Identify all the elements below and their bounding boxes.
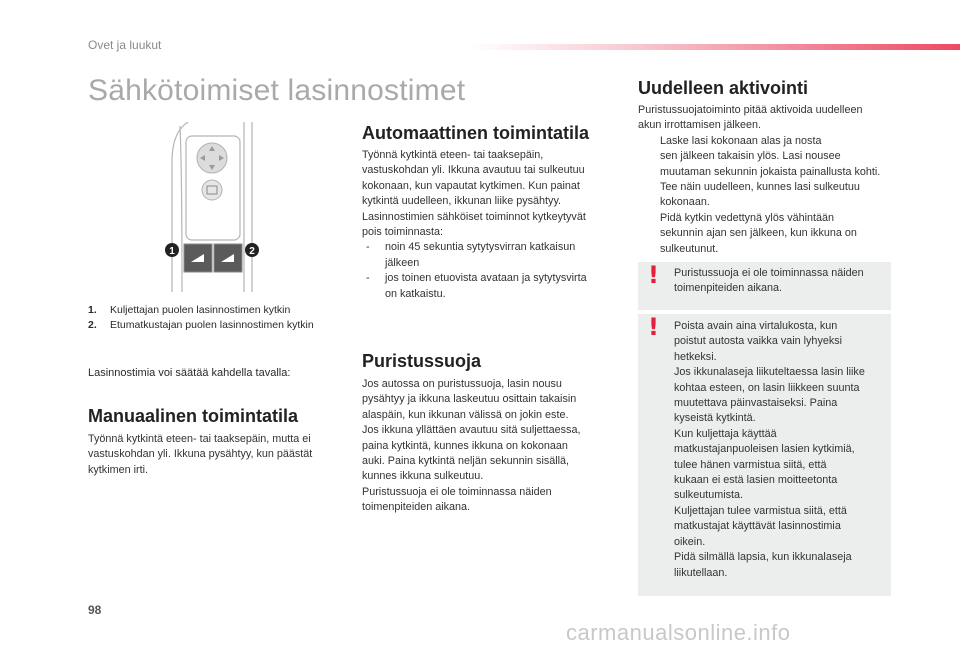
auto-mode-heading: Automaattinen toimintatila — [362, 123, 590, 143]
auto-list-item-1: - noin 45 sekuntia sytytysvirran katkaisun jälkeen — [366, 241, 576, 269]
pointer-icon — [638, 134, 660, 180]
reactivation-step-2: Tee näin uudelleen, kunnes lasi sulkeutuu kokonaan. — [638, 180, 894, 211]
svg-text:2: 2 — [249, 246, 255, 257]
watermark: carmanualsonline.info — [566, 620, 791, 645]
pointer-icon — [638, 211, 660, 257]
intro-text: Lasinnostimia voi säätää kahdella tavalla: — [88, 367, 291, 379]
header-accent-bar — [470, 44, 960, 50]
warning-icon: ! — [648, 261, 659, 289]
pointer-icon — [638, 180, 660, 211]
reactivation-text: Puristussuojatoiminto pitää aktivoida uudelleen akun irrottamisen jälkeen. Laske lasi kokonaan alas ja nosta sen jälkeen takaisin ylös. Lasi nousee muutaman sekunnin jokaista painallusta kohti. Tee näin uudelleen, kunnes lasi sulkeutuu kokonaan. Pidä kytkin vedettynä ylös vähintään sekunnin ajan sen jälkeen, kun ikkuna on sulkeutunut. — [638, 103, 894, 257]
reactivation-step-3: Pidä kytkin vedettynä ylös vähintään sekunnin ajan sen jälkeen, kun ikkuna on sulkeutunut. — [638, 211, 894, 257]
warning-box-2: ! Poista avain aina virtalukosta, kun poistut autosta vaikka vain lyhyeksi hetkeksi. Jos ikkunalaseja liikuteltaessa lasin liike kohtaa esteen, on lasin liikkeen suunta muutettava päinvastaiseksi. Paina kyseistä kytkintä. Kun kuljettaja käyttää matkustajanpuoleisen lasien kytkimiä, tulee hänen varmistua siitä, että kukaan ei estä lasien moitteetonta sulkeutumista. Kuljettajan tulee varmistua siitä, että matkustajat käyttävät lasinnostimia oikein. Pidä silmällä lapsia, kun ikkunalaseja liikutellaan. — [638, 314, 891, 596]
pinch-protection-heading: Puristussuoja — [362, 351, 482, 371]
pinch-protection-text: Jos autossa on puristussuoja, lasin nousu pysähtyy ja ikkuna laskeutuu osittain takaisin alaspäin, kun ikkunan välissä on jokin este. Jos ikkuna yllättäen avautuu sitä suljettaessa, paina kytkintä, kunnes ikkuna on kokonaan auki. Paina kytkintä neljän sekunnin sisällä, kunnes ikkuna sulkeutuu. Puristussuoja ei ole toiminnassa näiden toimenpiteiden aikana. — [362, 378, 581, 514]
manual-mode-heading: Manuaalinen toimintatila — [88, 406, 299, 426]
reactivation-heading: Uudelleen aktivointi — [638, 78, 809, 98]
warning-box-1: ! Puristussuoja ei ole toiminnassa näiden toimenpiteiden aikana. — [638, 262, 891, 310]
page-title: Sähkötoimiset lasinnostimet — [88, 74, 466, 107]
caption-1: 1. Kuljettajan puolen lasinnostimen kytkin — [88, 304, 291, 316]
figure-captions — [88, 303, 348, 333]
warning-icon: ! — [648, 313, 659, 341]
svg-text:1: 1 — [169, 246, 175, 257]
reactivation-step-1: Laske lasi kokonaan alas ja nosta sen jälkeen takaisin ylös. Lasi nousee muutaman sekunnin jokaista painallusta kohti. — [638, 134, 894, 180]
caption-2: 2. Etumatkustajan puolen lasinnostimen kytkin — [88, 319, 314, 331]
page-number: 98 — [88, 603, 102, 617]
mirror-selector-icon — [202, 180, 222, 200]
section-header: Ovet ja luukut — [88, 38, 162, 52]
manual-mode-text: Työnnä kytkintä eteen- tai taaksepäin, mutta ei vastuskohdan yli. Ikkuna pysähtyy, kun päästät kytkimen irti. — [88, 433, 313, 476]
auto-list-item-2: - jos toinen etuovista avataan ja sytytysvirta on katkaistu. — [366, 272, 587, 300]
window-switch-panel-illustration — [160, 122, 270, 292]
auto-mode-text: Työnnä kytkintä eteen- tai taaksepäin, vastuskohdan yli. Ikkuna avautuu tai sulkeutuu kokonaan, kun vapautat kytkimen. Kun painat kytkintä uudelleen, ikkunan liike pysähtyy. Lasinnostimien sähköiset toiminnot kytkeytyvät pois toiminnasta: - noin 45 sekuntia sytytysvirran katkaisun jälkeen - jos toinen etuovista avataan ja sytytysvirta on katkaistu. — [362, 148, 628, 302]
